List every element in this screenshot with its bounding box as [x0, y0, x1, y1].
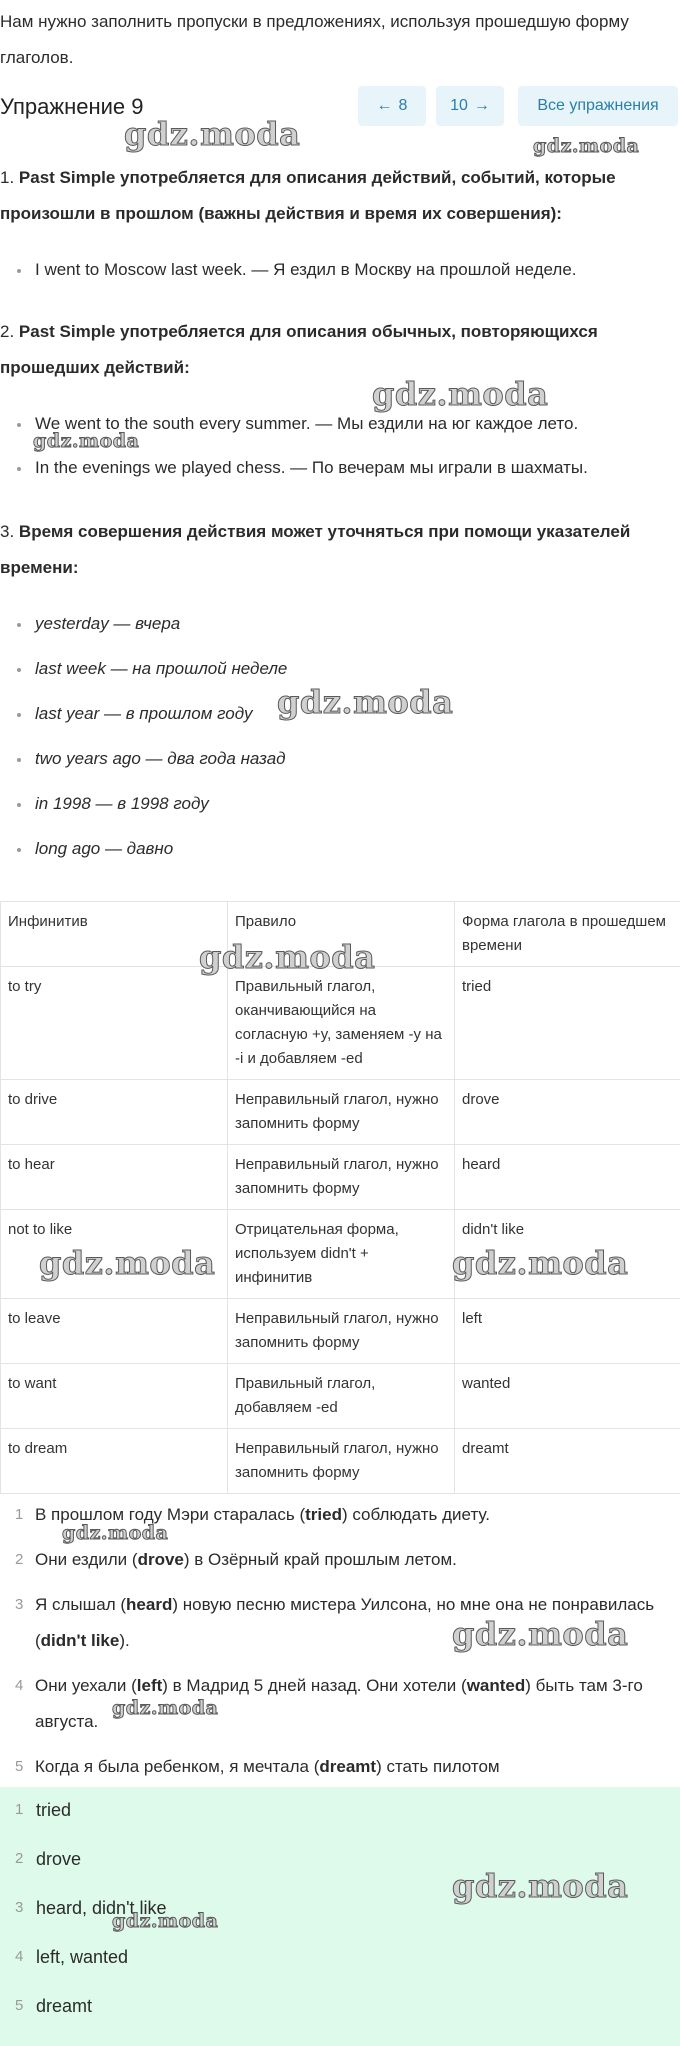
sentence-text: Когда я была ребенком, я мечтала (: [35, 1757, 320, 1776]
rule-number: 2.: [0, 322, 15, 341]
watermark: gdz.moda: [112, 1910, 219, 1932]
item-number: 2: [15, 1551, 24, 1568]
rule-text: Время совершения действия может уточняться при помощи указателей времени:: [0, 522, 631, 577]
table-cell: Неправильный глагол, нужно запомнить форму: [228, 1080, 455, 1145]
table-row: [1, 1080, 680, 1145]
table-header-cell: Правило: [228, 902, 455, 967]
list-item: [0, 1542, 680, 1578]
table-cell: to try: [1, 967, 228, 1080]
sentence-text: ) стать пилотом: [376, 1757, 500, 1776]
table-cell: left: [455, 1299, 680, 1364]
watermark: gdz.moda: [62, 1522, 169, 1544]
table-cell: wanted: [455, 1364, 680, 1429]
watermark: gdz.moda: [452, 1244, 629, 1282]
watermark: gdz.moda: [33, 430, 140, 452]
table-row: [1, 1364, 680, 1429]
watermark: gdz.moda: [39, 1244, 216, 1282]
list-item: yesterday — вчера: [0, 613, 672, 635]
rule-2: [0, 314, 672, 386]
table-cell: to want: [1, 1364, 228, 1429]
table-cell: to leave: [1, 1299, 228, 1364]
prev-exercise-button[interactable]: [358, 86, 426, 126]
verb-table: [0, 901, 680, 1494]
table-cell: didn't like: [455, 1210, 680, 1299]
table-row: [1, 1145, 680, 1210]
arrow-left-icon: ←: [376, 97, 393, 114]
list-item: [0, 1668, 680, 1740]
table-cell: Отрицательная форма, используем didn't + инфинитив: [228, 1210, 455, 1299]
all-exercises-button[interactable]: [518, 86, 678, 126]
rule-number: 3.: [0, 522, 15, 541]
rule-text: Past Simple употребляется для описания действий, событий, которые произошли в прошлом (важны действия и время их совершения):: [0, 168, 616, 223]
intro-text: Нам нужно заполнить пропуски в предложениях, используя прошедшую форму глаголов.: [0, 12, 629, 67]
watermark: gdz.moda: [452, 1867, 629, 1905]
list-item: [0, 1749, 680, 1785]
watermark: gdz.moda: [452, 1615, 629, 1653]
answer-word: dreamt: [319, 1757, 377, 1776]
list-item: in 1998 — в 1998 году: [0, 793, 672, 815]
table-cell: to drive: [1, 1080, 228, 1145]
time-markers-list: [0, 613, 672, 860]
table-row: [1, 1429, 680, 1494]
table-cell: Неправильный глагол, нужно запомнить форму: [228, 1145, 455, 1210]
answer-value: heard, didn't like: [36, 1898, 167, 1918]
item-number: 1: [15, 1801, 24, 1818]
sentence-text: В прошлом году Мэри старалась (: [35, 1505, 306, 1524]
item-number: 1: [15, 1506, 24, 1523]
item-number: 4: [15, 1948, 24, 1965]
prev-exercise-label: 8: [398, 97, 408, 114]
sentence-text: ).: [119, 1631, 130, 1650]
table-cell: drove: [455, 1080, 680, 1145]
answer-value: tried: [36, 1800, 72, 1820]
sentence-text: ) соблюдать диету.: [341, 1505, 490, 1524]
next-exercise-label: 10: [450, 97, 468, 114]
table-cell: tried: [455, 967, 680, 1080]
rule-3: [0, 514, 672, 586]
table-cell: Правильный глагол, добавляем -ed: [228, 1364, 455, 1429]
exercise-title: Упражнение 9: [0, 94, 144, 119]
answer-value: left, wanted: [36, 1947, 129, 1967]
list-item: two years ago — два года назад: [0, 748, 672, 770]
table-cell: not to like: [1, 1210, 228, 1299]
table-cell: Неправильный глагол, нужно запомнить форму: [228, 1299, 455, 1364]
table-cell: to hear: [1, 1145, 228, 1210]
answers-block: [0, 1787, 680, 2046]
sentence-text: ) новую песню мистера Уилсона, но мне она не понравилась (: [35, 1595, 655, 1650]
rule-1: [0, 160, 672, 232]
next-exercise-button[interactable]: [436, 86, 504, 126]
sentence-text: ) в Озёрный край прошлым летом.: [183, 1550, 457, 1569]
rule-text: Past Simple употребляется для описания обычных, повторяющихся прошедших действий:: [0, 322, 598, 377]
table-row: [1, 1299, 680, 1364]
item-number: 2: [15, 1850, 24, 1867]
table-row: [1, 967, 680, 1080]
answer-word: drove: [137, 1550, 184, 1569]
answer-value: dreamt: [36, 1996, 93, 2016]
table-header-cell: Инфинитив: [1, 902, 228, 967]
sentence-text: Они ездили (: [35, 1550, 138, 1569]
item-number: 5: [15, 1758, 24, 1775]
item-number: 3: [15, 1596, 24, 1613]
list-item: In the evenings we played chess. — По вечерам мы играли в шахматы.: [0, 457, 672, 479]
watermark: gdz.moda: [124, 115, 301, 153]
list-item: I went to Moscow last week. — Я ездил в Москву на прошлой неделе.: [0, 259, 672, 281]
item-number: 3: [15, 1899, 24, 1916]
item-number: 4: [15, 1677, 24, 1694]
sentence-text: Они уехали (: [35, 1676, 137, 1695]
all-exercises-label: Все упражнения: [537, 97, 659, 114]
sentence-text: ) быть там 3-го августа.: [35, 1676, 643, 1731]
answer-word: tried: [305, 1505, 342, 1524]
answer-word: wanted: [466, 1676, 526, 1695]
answer-word: left: [136, 1676, 163, 1695]
list-item: long ago — давно: [0, 838, 672, 860]
table-cell: dreamt: [455, 1429, 680, 1494]
table-cell: Правильный глагол, оканчивающийся на согласную +y, заменяем -y на -i и добавляем -ed: [228, 967, 455, 1080]
watermark: gdz.moda: [112, 1697, 219, 1719]
table-header-cell: Форма глагола в прошедшем времени: [455, 902, 680, 967]
list-item: last week — на прошлой неделе: [0, 658, 672, 680]
list-item: last year — в прошлом году: [0, 703, 672, 725]
arrow-right-icon: →: [473, 97, 490, 114]
watermark: gdz.moda: [199, 938, 376, 976]
watermark: gdz.moda: [277, 683, 454, 721]
sentence-text: Я слышал (: [35, 1595, 127, 1614]
sentence-text: ) в Мадрид 5 дней назад. Они хотели (: [162, 1676, 467, 1695]
rule-number: 1.: [0, 168, 15, 187]
watermark: gdz.moda: [533, 135, 640, 157]
item-number: 5: [15, 1997, 24, 2014]
table-cell: to dream: [1, 1429, 228, 1494]
table-cell: Неправильный глагол, нужно запомнить форму: [228, 1429, 455, 1494]
answer-word: heard: [126, 1595, 173, 1614]
answer-word: didn't like: [40, 1631, 120, 1650]
watermark: gdz.moda: [372, 375, 549, 413]
list-item: We went to the south every summer. — Мы ездили на юг каждое лето.: [0, 413, 672, 435]
examples-list-1: [0, 259, 672, 281]
answer-value: drove: [36, 1849, 82, 1869]
table-cell: heard: [455, 1145, 680, 1210]
